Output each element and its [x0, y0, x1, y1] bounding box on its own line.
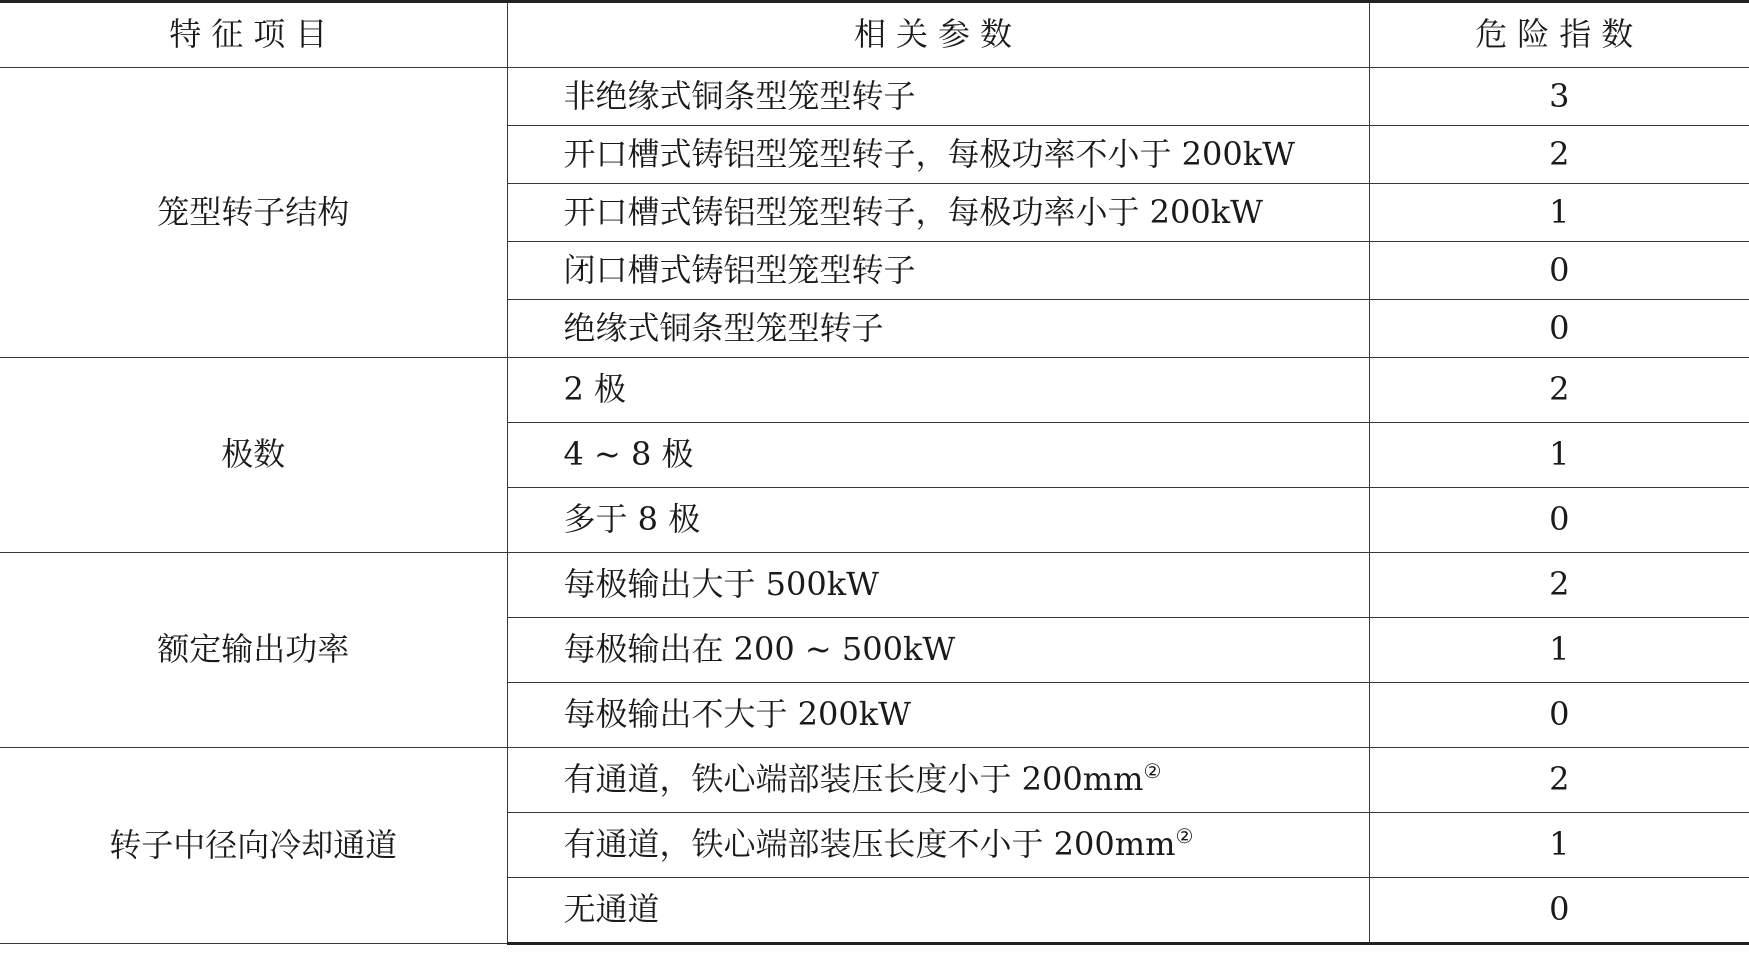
param-cell — [507, 553, 1369, 618]
param-cell — [507, 423, 1369, 488]
param-text: 开口槽式铸铝型笼型转子，每极功率小于 200kW — [563, 192, 1264, 231]
param-cell — [507, 184, 1369, 242]
index-cell: 0 — [1369, 878, 1749, 944]
table-row — [0, 68, 1749, 126]
param-text: 无通道 — [563, 890, 660, 929]
param-text: 绝缘式铜条型笼型转子 — [563, 308, 884, 347]
header-feature: 特征项目 — [0, 2, 507, 68]
param-text: 有通道，铁心端部装压长度不小于 200mm — [563, 825, 1176, 864]
index-cell: 1 — [1369, 618, 1749, 683]
param-text: 多于 8 极 — [563, 500, 701, 539]
table-header — [0, 2, 1749, 68]
param-cell — [507, 300, 1369, 358]
index-cell: 0 — [1369, 300, 1749, 358]
footnote-mark: ② — [1143, 759, 1162, 784]
param-cell — [507, 488, 1369, 553]
param-cell — [507, 813, 1369, 878]
feature-cell: 转子中径向冷却通道 — [0, 748, 507, 944]
index-cell: 2 — [1369, 126, 1749, 184]
param-text: 非绝缘式铜条型笼型转子 — [563, 76, 916, 115]
param-cell — [507, 683, 1369, 748]
param-text: 每极输出大于 500kW — [563, 565, 880, 604]
index-cell: 0 — [1369, 683, 1749, 748]
header-row — [0, 2, 1749, 68]
feature-cell: 额定输出功率 — [0, 553, 507, 748]
param-text: 每极输出在 200 ~ 500kW — [563, 630, 956, 669]
index-cell: 0 — [1369, 242, 1749, 300]
param-cell — [507, 68, 1369, 126]
param-cell — [507, 242, 1369, 300]
index-cell: 1 — [1369, 184, 1749, 242]
footnote-mark: ② — [1175, 824, 1194, 849]
table-row — [0, 553, 1749, 618]
index-cell: 3 — [1369, 68, 1749, 126]
index-cell: 1 — [1369, 423, 1749, 488]
index-cell: 0 — [1369, 488, 1749, 553]
index-cell: 2 — [1369, 748, 1749, 813]
param-cell — [507, 358, 1369, 423]
param-cell — [507, 878, 1369, 944]
param-cell — [507, 618, 1369, 683]
table-row — [0, 748, 1749, 813]
param-text: 闭口槽式铸铝型笼型转子 — [563, 250, 916, 289]
param-text: 开口槽式铸铝型笼型转子，每极功率不小于 200kW — [563, 134, 1296, 173]
param-text: 4 ~ 8 极 — [563, 435, 694, 474]
table-body — [0, 68, 1749, 944]
header-param: 相关参数 — [507, 2, 1369, 68]
feature-cell: 极数 — [0, 358, 507, 553]
index-cell: 2 — [1369, 553, 1749, 618]
index-cell: 2 — [1369, 358, 1749, 423]
param-text: 每极输出不大于 200kW — [563, 695, 912, 734]
header-index: 危险指数 — [1369, 2, 1749, 68]
param-cell — [507, 126, 1369, 184]
param-text: 2 极 — [563, 370, 627, 409]
feature-cell: 笼型转子结构 — [0, 68, 507, 358]
index-cell: 1 — [1369, 813, 1749, 878]
table-row — [0, 358, 1749, 423]
param-text: 有通道，铁心端部装压长度小于 200mm — [563, 760, 1144, 799]
param-cell — [507, 748, 1369, 813]
